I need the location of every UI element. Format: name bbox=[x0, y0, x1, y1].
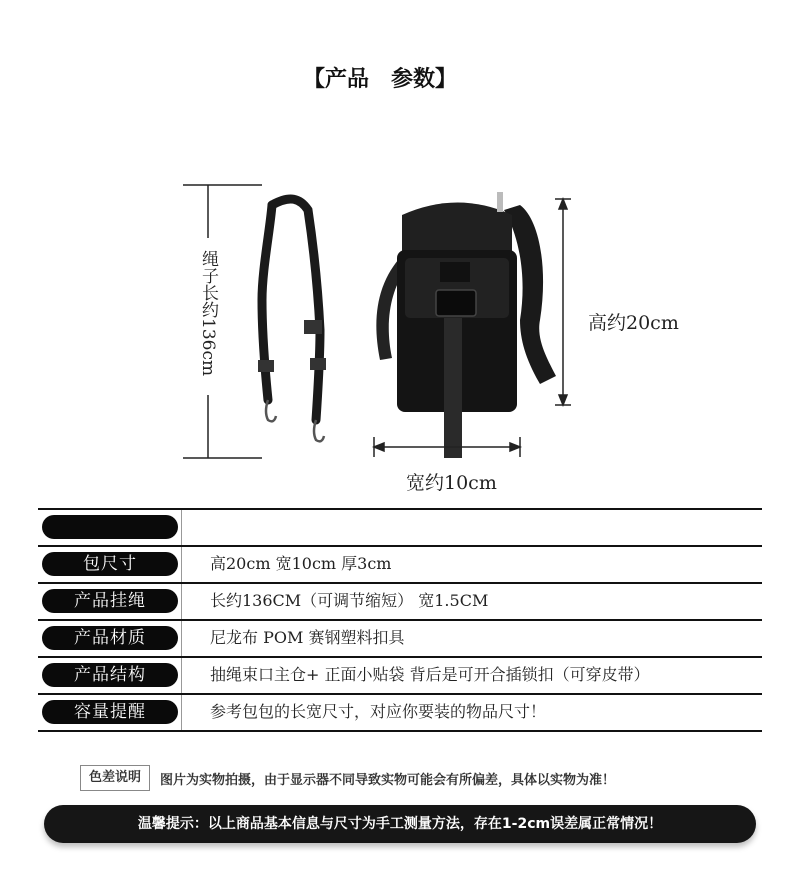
column-divider bbox=[181, 695, 182, 730]
row-divider bbox=[38, 656, 762, 658]
tip-banner: 温馨提示：以上商品基本信息与尺寸为手工测量方法，存在1-2cm误差属正常情况！ bbox=[44, 805, 756, 843]
column-divider bbox=[181, 621, 182, 656]
spec-value: 抽绳束口主仓+ 正面小贴袋 背后是可开合插锁扣（可穿皮带） bbox=[210, 665, 650, 684]
spec-row bbox=[38, 619, 762, 656]
title-part-1: 【产品 bbox=[302, 67, 369, 92]
spec-row bbox=[38, 656, 762, 693]
table-bottom-border bbox=[38, 730, 762, 732]
strap-dimension-line bbox=[183, 185, 262, 458]
height-label: 高约20cm bbox=[588, 312, 679, 334]
spec-value: 参考包包的长宽尺寸，对应你要装的物品尺寸！ bbox=[210, 702, 547, 721]
width-label: 宽约10cm bbox=[406, 472, 497, 494]
strap-image bbox=[258, 199, 326, 441]
spec-label: 容量提醒 bbox=[42, 700, 178, 724]
row-divider bbox=[38, 693, 762, 695]
row-divider bbox=[38, 545, 762, 547]
title-part-2: 参数】 bbox=[391, 67, 458, 92]
column-divider bbox=[181, 584, 182, 619]
spec-label: 产品材质 bbox=[42, 626, 178, 650]
spec-label: 包尺寸 bbox=[42, 552, 178, 576]
spec-row bbox=[38, 693, 762, 730]
spec-label: 产品挂绳 bbox=[42, 589, 178, 613]
color-note bbox=[80, 765, 615, 791]
spec-row bbox=[38, 545, 762, 582]
height-dimension-arrow bbox=[555, 199, 571, 405]
column-divider bbox=[181, 658, 182, 693]
row-divider bbox=[38, 582, 762, 584]
spec-label bbox=[42, 515, 178, 539]
spec-row bbox=[38, 582, 762, 619]
spec-value: 高20cm 宽10cm 厚3cm bbox=[210, 554, 392, 573]
column-divider bbox=[181, 547, 182, 582]
color-note-text: 图片为实物拍摄，由于显示器不同导致实物可能会有所偏差，具体以实物为准！ bbox=[160, 772, 616, 788]
strap-length-label: 绳子长约136cm bbox=[198, 250, 218, 377]
spec-label: 产品结构 bbox=[42, 663, 178, 687]
color-note-badge: 色差说明 bbox=[80, 765, 150, 791]
bag-image bbox=[376, 192, 556, 458]
spec-value: 长约136CM（可调节缩短） 宽1.5CM bbox=[210, 591, 489, 610]
row-divider bbox=[38, 619, 762, 621]
column-divider bbox=[181, 510, 182, 545]
spec-row bbox=[38, 508, 762, 545]
row-divider bbox=[38, 508, 762, 510]
spec-table bbox=[38, 508, 762, 730]
spec-value: 尼龙布 POM 赛钢塑料扣具 bbox=[210, 628, 405, 647]
